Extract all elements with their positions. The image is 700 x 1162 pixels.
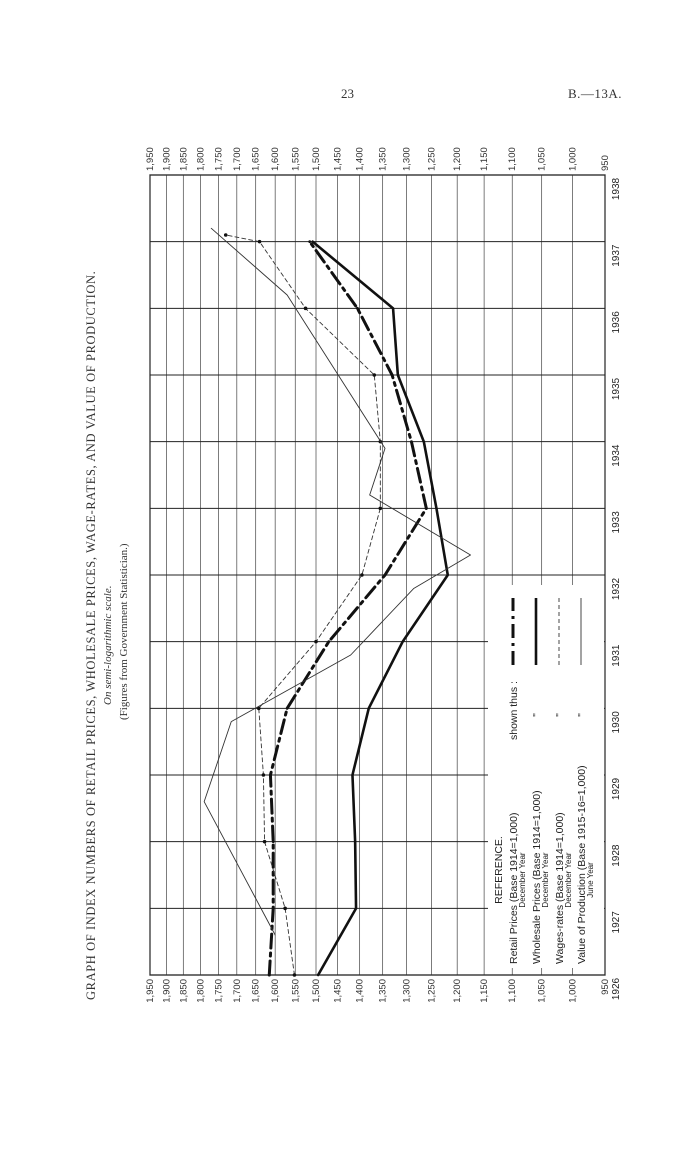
value-tick-label-bottom: 1,350 — [377, 979, 389, 1003]
value-tick-label-bottom: 1,950 — [145, 979, 156, 1003]
value-tick-label-bottom: 1,000 — [567, 979, 579, 1003]
retail-prices-point — [268, 974, 271, 977]
value-tick-label-top: 950 — [600, 155, 611, 171]
value-tick-label-top: 1,300 — [401, 147, 413, 171]
value-tick-label-top: 1,550 — [290, 147, 302, 171]
value-tick-label-bottom: 1,100 — [507, 979, 519, 1003]
value-tick-label-top: 1,700 — [231, 147, 243, 171]
year-label: 1935 — [611, 377, 622, 401]
value-tick-label-top: 1,600 — [270, 147, 282, 171]
wage-rates-point — [379, 507, 383, 511]
value-of-production-legend-period: June Year — [586, 862, 595, 898]
year-label: 1928 — [611, 844, 622, 867]
year-label: 1927 — [611, 911, 622, 934]
value-tick-label-bottom: 1,450 — [332, 979, 344, 1003]
value-tick-label-bottom: 1,800 — [195, 979, 207, 1003]
page-reference: B.—13A. — [568, 86, 623, 101]
value-tick-label-bottom: 1,050 — [536, 979, 548, 1003]
value-tick-label-bottom: 1,850 — [178, 979, 190, 1003]
year-label: 1933 — [611, 511, 622, 534]
retail-prices-legend-name: Retail Prices (Base 1914=1,000) — [508, 812, 520, 964]
value-tick-label-bottom: 1,150 — [479, 979, 491, 1003]
retail-prices-point — [425, 507, 428, 510]
retail-prices-point — [410, 440, 413, 443]
legend-ditto: " — [532, 713, 543, 717]
wage-rates-point — [224, 233, 228, 237]
wage-rates-legend-period: December Year — [564, 852, 573, 908]
wage-rates-point — [258, 240, 262, 244]
value-tick-label-bottom: 1,250 — [426, 979, 438, 1003]
year-label: 1931 — [611, 644, 622, 667]
value-tick-label-top: 1,400 — [354, 147, 366, 171]
year-label: 1932 — [611, 577, 622, 601]
wage-rates-point — [263, 840, 267, 844]
legend-shown-thus: shown thus : — [508, 681, 520, 740]
wage-rates-line — [226, 235, 381, 975]
year-label: 1938 — [611, 177, 622, 201]
chart-title: GRAPH OF INDEX NUMBERS OF RETAIL PRICES, WHOLESALE PRICES, WAGE-RATES, AND VALUE OF PRODUCTION. — [84, 270, 98, 1000]
value-tick-label-bottom: 950 — [600, 979, 611, 995]
retail-prices-point — [272, 907, 275, 910]
chart-legend — [488, 585, 604, 968]
chart-subtitle: On semi-logarithmic scale. — [102, 585, 114, 705]
value-tick-label-bottom: 1,500 — [311, 979, 323, 1003]
value-tick-label-bottom: 1,200 — [452, 979, 464, 1003]
value-tick-label-bottom: 1,650 — [250, 979, 262, 1003]
value-tick-label-top: 1,750 — [213, 147, 225, 171]
value-tick-label-top: 1,350 — [377, 147, 389, 171]
year-label: 1937 — [611, 244, 622, 267]
wage-rates-point — [314, 640, 318, 644]
retail-prices-point — [391, 374, 394, 377]
value-tick-label-top: 1,500 — [311, 147, 323, 171]
wage-rates-point — [372, 373, 376, 377]
year-label: 1929 — [611, 777, 622, 801]
wage-rates-legend-name: Wages-rates (Base 1914=1,000) — [554, 812, 566, 964]
value-tick-label-bottom: 1,700 — [231, 979, 243, 1003]
retail-prices-point — [327, 640, 330, 643]
retail-prices-point — [272, 840, 275, 843]
value-of-production-legend-name: Value of Production (Base 1915-16=1,000) — [576, 765, 588, 964]
value-tick-label-bottom: 1,600 — [270, 979, 282, 1003]
wholesale-prices-legend-period: December Year — [541, 852, 550, 908]
wage-rates-point — [293, 973, 297, 977]
value-tick-label-top: 1,850 — [178, 147, 190, 171]
retail-prices-point — [356, 307, 359, 310]
wage-rates-point — [304, 307, 308, 311]
value-tick-label-bottom: 1,400 — [354, 979, 366, 1003]
page-number: 23 — [341, 86, 354, 101]
retail-prices-legend-period: December Year — [518, 852, 527, 908]
value-tick-label-bottom: 1,300 — [401, 979, 413, 1003]
retail-prices-point — [384, 574, 387, 577]
retail-prices-point — [308, 240, 311, 243]
wholesale-prices-legend-name: Wholesale Prices (Base 1914=1,000) — [531, 790, 543, 964]
value-tick-label-top: 1,000 — [567, 147, 579, 171]
value-tick-label-top: 1,250 — [426, 147, 438, 171]
legend-title: REFERENCE. — [493, 836, 505, 904]
year-label: 1934 — [611, 444, 622, 467]
wage-rates-point — [262, 773, 266, 777]
year-label: 1926 — [611, 977, 622, 1001]
retail-prices-point — [286, 707, 289, 710]
retail-prices-point — [269, 774, 272, 777]
value-tick-label-top: 1,900 — [161, 147, 173, 171]
value-tick-label-bottom: 1,550 — [290, 979, 302, 1003]
value-tick-label-top: 1,450 — [332, 147, 344, 171]
value-tick-label-top: 1,950 — [145, 147, 156, 171]
value-tick-label-top: 1,650 — [250, 147, 262, 171]
year-label: 1936 — [611, 311, 622, 334]
value-tick-label-bottom: 1,900 — [161, 979, 173, 1003]
retail-prices-line — [269, 242, 426, 975]
value-tick-label-top: 1,100 — [507, 147, 519, 171]
wage-rates-point — [360, 573, 364, 577]
value-tick-label-top: 1,200 — [452, 147, 464, 171]
chart-source-note: (Figures from Government Statistician.) — [118, 543, 130, 720]
value-tick-label-top: 1,050 — [536, 147, 548, 171]
value-tick-label-top: 1,150 — [479, 147, 491, 171]
year-label: 1930 — [611, 711, 622, 734]
legend-ditto: " — [555, 713, 566, 717]
value-tick-label-top: 1,800 — [195, 147, 207, 171]
wage-rates-point — [283, 907, 287, 911]
value-tick-label-bottom: 1,750 — [213, 979, 225, 1003]
legend-ditto: " — [577, 713, 588, 717]
